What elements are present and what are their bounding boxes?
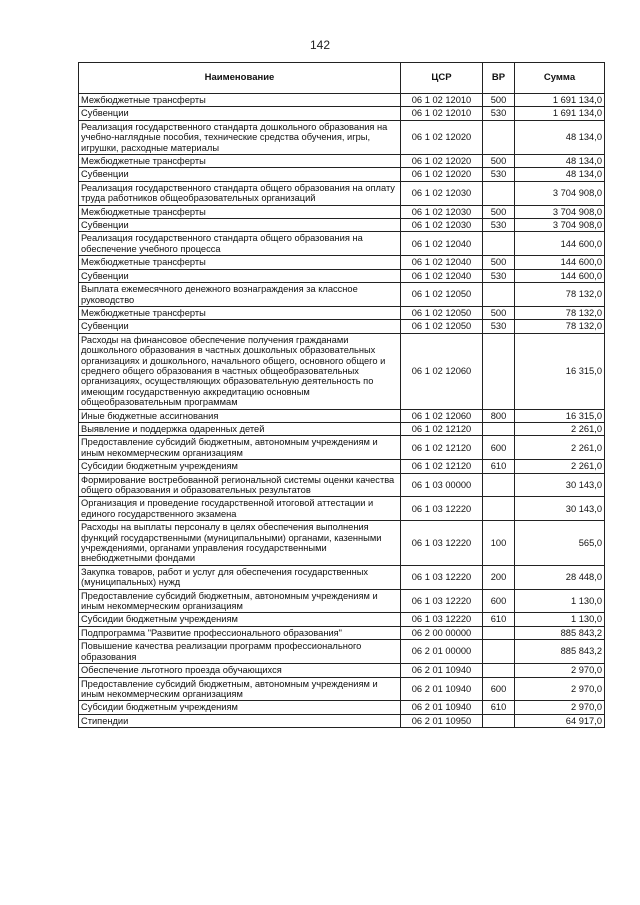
cell-vr: 600 [483, 677, 515, 701]
cell-vr: 200 [483, 565, 515, 589]
header-vr: ВР [483, 63, 515, 94]
cell-sum: 30 143,0 [515, 497, 605, 521]
cell-name: Формирование востребованной региональной системы оценки качества общего образования и образовательных результатов [79, 473, 401, 497]
cell-csr: 06 1 02 12030 [401, 205, 483, 218]
cell-vr: 500 [483, 155, 515, 168]
cell-name: Расходы на финансовое обеспечение получения гражданами дошкольного образования в частных дошкольных образовательных организациях и дошкольного, начального общего, основного общего и среднего общего образования в частных общеобразовательных организациях, осуществляющих образовательную деятельность по имеющим государственную аккредитацию основным общеобразовательным программам [79, 333, 401, 409]
cell-name: Реализация государственного стандарта общего образования на обеспечение учебного процесса [79, 232, 401, 256]
cell-vr [483, 714, 515, 727]
cell-vr: 500 [483, 306, 515, 319]
cell-vr: 530 [483, 168, 515, 181]
cell-csr: 06 1 03 12220 [401, 613, 483, 626]
cell-sum: 2 970,0 [515, 701, 605, 714]
cell-sum: 2 261,0 [515, 436, 605, 460]
cell-csr: 06 1 02 12030 [401, 181, 483, 205]
cell-csr: 06 1 03 12220 [401, 497, 483, 521]
cell-name: Предоставление субсидий бюджетным, автономным учреждениям и иным некоммерческим организациям [79, 436, 401, 460]
cell-sum: 885 843,2 [515, 626, 605, 639]
cell-sum: 48 134,0 [515, 155, 605, 168]
cell-csr: 06 2 01 10950 [401, 714, 483, 727]
cell-sum: 3 704 908,0 [515, 205, 605, 218]
cell-vr [483, 626, 515, 639]
table-row [79, 497, 605, 521]
cell-sum: 16 315,0 [515, 409, 605, 422]
cell-name: Субвенции [79, 219, 401, 232]
table-row [79, 320, 605, 333]
cell-csr: 06 2 01 10940 [401, 677, 483, 701]
cell-csr: 06 1 02 12050 [401, 283, 483, 307]
cell-name: Межбюджетные трансферты [79, 205, 401, 218]
cell-name: Расходы на выплаты персоналу в целях обеспечения выполнения функций государственными (муниципальными) органами, казенными учреждениями, органами управления государственными внебюджетными фондами [79, 521, 401, 566]
table-row [79, 168, 605, 181]
cell-sum: 565,0 [515, 521, 605, 566]
cell-vr: 500 [483, 205, 515, 218]
cell-vr: 530 [483, 219, 515, 232]
cell-name: Субсидии бюджетным учреждениям [79, 460, 401, 473]
cell-name: Организация и проведение государственной итоговой аттестации и единого государственного экзамена [79, 497, 401, 521]
cell-sum: 1 691 134,0 [515, 94, 605, 107]
cell-csr: 06 1 03 12220 [401, 565, 483, 589]
cell-sum: 3 704 908,0 [515, 181, 605, 205]
cell-name: Предоставление субсидий бюджетным, автономным учреждениям и иным некоммерческим организациям [79, 677, 401, 701]
table-header-row [79, 63, 605, 94]
table-row [79, 664, 605, 677]
cell-name: Реализация государственного стандарта дошкольного образования на учебно-наглядные пособия, технические средства обучения, игры, игрушки, расходные материалы [79, 120, 401, 154]
table-row [79, 677, 605, 701]
cell-vr: 100 [483, 521, 515, 566]
cell-name: Обеспечение льготного проезда обучающихся [79, 664, 401, 677]
cell-csr: 06 1 02 12020 [401, 155, 483, 168]
table-row [79, 107, 605, 120]
cell-sum: 144 600,0 [515, 232, 605, 256]
cell-vr: 500 [483, 94, 515, 107]
cell-vr: 530 [483, 320, 515, 333]
cell-name: Межбюджетные трансферты [79, 256, 401, 269]
cell-sum: 48 134,0 [515, 120, 605, 154]
cell-vr [483, 120, 515, 154]
cell-vr [483, 283, 515, 307]
cell-name: Межбюджетные трансферты [79, 94, 401, 107]
cell-csr: 06 1 02 12030 [401, 219, 483, 232]
budget-table [78, 62, 605, 728]
cell-vr: 610 [483, 701, 515, 714]
table-row [79, 422, 605, 435]
cell-csr: 06 2 00 00000 [401, 626, 483, 639]
cell-vr [483, 333, 515, 409]
cell-vr: 500 [483, 256, 515, 269]
table-row [79, 306, 605, 319]
table-row [79, 181, 605, 205]
table-row [79, 120, 605, 154]
cell-vr: 610 [483, 460, 515, 473]
cell-csr: 06 1 02 12120 [401, 436, 483, 460]
cell-name: Закупка товаров, работ и услуг для обеспечения государственных (муниципальных) нужд [79, 565, 401, 589]
cell-vr: 530 [483, 269, 515, 282]
cell-vr [483, 422, 515, 435]
table-row [79, 205, 605, 218]
cell-csr: 06 1 03 12220 [401, 589, 483, 613]
table-row [79, 436, 605, 460]
table-row [79, 565, 605, 589]
header-name: Наименование [79, 63, 401, 94]
cell-vr: 800 [483, 409, 515, 422]
cell-name: Повышение качества реализации программ профессионального образования [79, 640, 401, 664]
table-row [79, 333, 605, 409]
cell-csr: 06 1 02 12120 [401, 460, 483, 473]
cell-name: Субвенции [79, 320, 401, 333]
cell-vr [483, 232, 515, 256]
cell-name: Выплата ежемесячного денежного вознаграждения за классное руководство [79, 283, 401, 307]
cell-name: Выявление и поддержка одаренных детей [79, 422, 401, 435]
cell-sum: 2 261,0 [515, 460, 605, 473]
cell-sum: 3 704 908,0 [515, 219, 605, 232]
cell-sum: 78 132,0 [515, 320, 605, 333]
cell-sum: 2 261,0 [515, 422, 605, 435]
cell-sum: 1 130,0 [515, 613, 605, 626]
cell-sum: 78 132,0 [515, 306, 605, 319]
table-row [79, 589, 605, 613]
cell-csr: 06 1 03 00000 [401, 473, 483, 497]
cell-sum: 144 600,0 [515, 269, 605, 282]
cell-csr: 06 2 01 10940 [401, 701, 483, 714]
cell-sum: 16 315,0 [515, 333, 605, 409]
cell-name: Стипендии [79, 714, 401, 727]
cell-sum: 2 970,0 [515, 677, 605, 701]
table-row [79, 701, 605, 714]
table-body [79, 94, 605, 728]
header-sum: Сумма [515, 63, 605, 94]
cell-name: Межбюджетные трансферты [79, 155, 401, 168]
cell-sum: 1 691 134,0 [515, 107, 605, 120]
table-row [79, 714, 605, 727]
cell-csr: 06 1 02 12050 [401, 306, 483, 319]
table-row [79, 232, 605, 256]
cell-sum: 78 132,0 [515, 283, 605, 307]
table-row [79, 473, 605, 497]
cell-csr: 06 1 02 12010 [401, 94, 483, 107]
cell-sum: 2 970,0 [515, 664, 605, 677]
cell-name: Предоставление субсидий бюджетным, автономным учреждениям и иным некоммерческим организациям [79, 589, 401, 613]
table-row [79, 626, 605, 639]
table-row [79, 94, 605, 107]
table-row [79, 155, 605, 168]
cell-csr: 06 1 02 12120 [401, 422, 483, 435]
cell-sum: 1 130,0 [515, 589, 605, 613]
table-row [79, 460, 605, 473]
cell-sum: 48 134,0 [515, 168, 605, 181]
cell-name: Субвенции [79, 107, 401, 120]
table-row [79, 219, 605, 232]
table-row [79, 613, 605, 626]
table-row [79, 409, 605, 422]
cell-name: Иные бюджетные ассигнования [79, 409, 401, 422]
cell-vr [483, 497, 515, 521]
cell-name: Межбюджетные трансферты [79, 306, 401, 319]
cell-sum: 30 143,0 [515, 473, 605, 497]
cell-vr [483, 473, 515, 497]
cell-csr: 06 1 02 12060 [401, 409, 483, 422]
cell-name: Подпрограмма "Развитие профессионального образования" [79, 626, 401, 639]
cell-sum: 64 917,0 [515, 714, 605, 727]
cell-vr: 610 [483, 613, 515, 626]
cell-csr: 06 1 02 12020 [401, 120, 483, 154]
cell-sum: 28 448,0 [515, 565, 605, 589]
cell-name: Реализация государственного стандарта общего образования на оплату труда работников общеобразовательных организаций [79, 181, 401, 205]
cell-vr: 600 [483, 436, 515, 460]
table-row [79, 256, 605, 269]
cell-sum: 885 843,2 [515, 640, 605, 664]
cell-name: Субсидии бюджетным учреждениям [79, 701, 401, 714]
cell-name: Субвенции [79, 168, 401, 181]
table-row [79, 521, 605, 566]
cell-vr [483, 664, 515, 677]
header-csr: ЦСР [401, 63, 483, 94]
cell-vr: 600 [483, 589, 515, 613]
cell-csr: 06 1 02 12050 [401, 320, 483, 333]
cell-csr: 06 2 01 10940 [401, 664, 483, 677]
cell-name: Субвенции [79, 269, 401, 282]
cell-csr: 06 1 02 12040 [401, 232, 483, 256]
cell-csr: 06 1 02 12010 [401, 107, 483, 120]
cell-sum: 144 600,0 [515, 256, 605, 269]
table-row [79, 269, 605, 282]
table-row [79, 283, 605, 307]
cell-vr [483, 181, 515, 205]
cell-csr: 06 2 01 00000 [401, 640, 483, 664]
page-number: 142 [309, 38, 331, 52]
cell-vr [483, 640, 515, 664]
cell-vr: 530 [483, 107, 515, 120]
cell-csr: 06 1 02 12060 [401, 333, 483, 409]
cell-csr: 06 1 02 12040 [401, 256, 483, 269]
cell-csr: 06 1 03 12220 [401, 521, 483, 566]
table-row [79, 640, 605, 664]
cell-csr: 06 1 02 12020 [401, 168, 483, 181]
cell-csr: 06 1 02 12040 [401, 269, 483, 282]
cell-name: Субсидии бюджетным учреждениям [79, 613, 401, 626]
